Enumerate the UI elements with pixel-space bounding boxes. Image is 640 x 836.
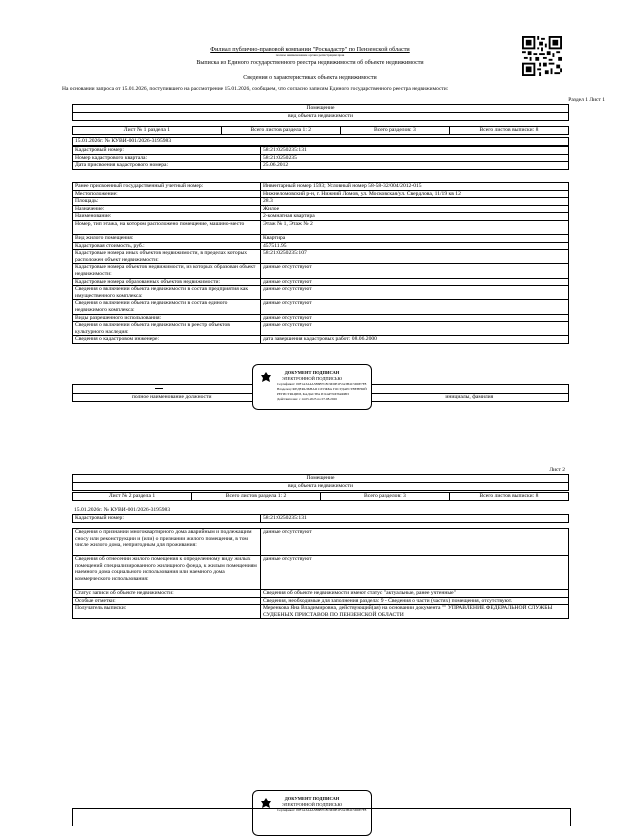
characteristic-field-label: Площадь: xyxy=(73,198,261,206)
sheet-number: Лист № 1 раздела 1 xyxy=(73,127,222,135)
object-type-sub: вид объекта недвижимости xyxy=(73,113,569,121)
page2-field-value: Меренкова Яна Владимировна, действующий(ая) на основании документа "" УПРАВЛЕНИЕ ФЕДЕРАЛЬНОЙ СЛУЖБЫ СУДЕБНЫХ ПРИСТАВОВ ПО ПЕНЗЕНСКОЙ ОБЛАСТИ xyxy=(261,605,569,619)
e-signature-stamp xyxy=(252,364,372,410)
characteristic-field-label: Местоположение: xyxy=(73,190,261,198)
qr-code xyxy=(522,36,562,76)
identity-field-label: Номер кадастрового квартала: xyxy=(73,154,261,162)
page2-field-row xyxy=(73,605,569,619)
stamp2-title: ДОКУМЕНТ ПОДПИСАН xyxy=(284,796,340,801)
characteristic-field-value: 28.3 xyxy=(261,198,569,206)
page2-field-label: Получатель выписки: xyxy=(73,605,261,619)
stamp-owner: Владелец: ФЕДЕРАЛЬНАЯ СЛУЖБА ГОСУДАРСТВЕННОЙ xyxy=(277,387,367,391)
characteristic-field-value: 2-комнатная квартира xyxy=(261,213,569,221)
identity-field-value: 58:21:0250235 xyxy=(261,154,569,162)
characteristic-field-row xyxy=(73,336,569,344)
page2-cadastral-value: 58:21:0250235:131 xyxy=(261,515,569,523)
page2-cadastral-label: Кадастровый номер: xyxy=(73,515,261,523)
initials-label: инициалы, фамилия xyxy=(370,394,568,402)
characteristic-field-row xyxy=(73,314,569,322)
characteristic-field-label: Сведения о кадастровом инженере: xyxy=(73,336,261,344)
characteristic-field-value: дата завершения кадастровых работ: 08.06.2000 xyxy=(261,336,569,344)
org-name: Филиал публично-правовой компании "Роскадастр" по Пензенской области xyxy=(210,46,410,53)
page2-extract-sheets-total: Всего листов выписки: 8 xyxy=(449,493,568,501)
characteristic-field-row xyxy=(73,264,569,278)
stamp-cert: Сертификат: 00F1A3A4A5B6B7C8C9D0E1F2A3B4C5D6E7F8 xyxy=(277,382,367,386)
section-sheet-label: Раздел 1 Лист 1 xyxy=(568,97,605,103)
page2-object-header xyxy=(72,474,569,491)
characteristics-block xyxy=(72,182,569,344)
page2-field-value: данные отсутствуют xyxy=(261,529,569,556)
signature-dash-icon xyxy=(155,388,163,389)
characteristic-field-row xyxy=(73,183,569,191)
stamp2-title-2: ЭЛЕКТРОННОЙ ПОДПИСЬЮ xyxy=(281,802,343,807)
page2-field-row xyxy=(73,529,569,556)
characteristic-field-value: Этаж № 1, Этаж № 2 xyxy=(261,220,569,234)
sheet-info-table xyxy=(72,126,569,135)
characteristic-field-row xyxy=(73,190,569,198)
sections-total: Всего разделов: 3 xyxy=(340,127,449,135)
page2-field-value: Сведения, необходимые для заполнения раздела: 9 - Сведения о части (частях) помещения, отсутствуют. xyxy=(261,597,569,605)
page2-sheet-info xyxy=(72,492,569,501)
characteristic-field-value: Жилое xyxy=(261,205,569,213)
stamp-owner-2: РЕГИСТРАЦИИ, КАДАСТРА И КАРТОГРАФИИ xyxy=(277,392,349,396)
identity-field-value: 58:21:0250235:131 xyxy=(261,147,569,155)
characteristic-field-row xyxy=(73,198,569,206)
page2-section-sheets-total: Всего листов раздела 1: 2 xyxy=(192,493,321,501)
identity-block xyxy=(72,146,569,170)
characteristic-field-label: Сведения о включении объекта недвижимости в состав единого недвижимого комплекса: xyxy=(73,300,261,314)
page2-document-number: 15.01.2026г. № КУВИ-001/2026-3195983 xyxy=(74,507,171,513)
page2-field-row xyxy=(73,597,569,605)
characteristic-field-value: Квартира xyxy=(261,234,569,242)
characteristic-field-row xyxy=(73,250,569,264)
characteristic-field-label: Наименование: xyxy=(73,213,261,221)
extract-sheets-total: Всего листов выписки: 8 xyxy=(449,127,568,135)
characteristic-field-label: Ранее присвоенный государственный учетный номер: xyxy=(73,183,261,191)
identity-field-row xyxy=(73,162,569,170)
object-type: Помещение xyxy=(73,105,569,113)
characteristic-field-value: данные отсутствуют xyxy=(261,314,569,322)
identity-field-value: 25.06.2012 xyxy=(261,162,569,170)
extract-title: Выписка из Единого государственного реестра недвижимости об объекте недвижимости xyxy=(196,60,424,66)
characteristic-field-row xyxy=(73,242,569,250)
org-subtitle: полное наименование органа регистрации прав xyxy=(275,53,345,57)
doc-number-table xyxy=(72,137,569,146)
section-title: Сведения о характеристиках объекта недвижимости xyxy=(243,75,377,81)
stamp-valid: Действителен: с 14.05.2025 по 07.08.2026 xyxy=(277,397,337,401)
characteristic-field-label: Кадастровые номера иных объектов недвижимости, в пределах которых расположен объект недвижимости: xyxy=(73,250,261,264)
page2-field-label: Особые отметки: xyxy=(73,597,261,605)
characteristic-field-value: данные отсутствуют xyxy=(261,286,569,300)
position-label: полное наименование должности xyxy=(73,394,271,402)
identity-field-label: Кадастровый номер: xyxy=(73,147,261,155)
characteristic-field-label: Вид жилого помещения: xyxy=(73,234,261,242)
page2-field-label: Сведения о признании многоквартирного дома аварийным и подлежащим сносу или реконструкции и (или) о признании жилого помещения, в том числе жилого дома, непригодным для проживания: xyxy=(73,529,261,556)
characteristic-field-label: Кадастровая стоимость, руб.: xyxy=(73,242,261,250)
characteristic-field-row xyxy=(73,278,569,286)
section-sheets-total: Всего листов раздела 1: 2 xyxy=(221,127,340,135)
characteristic-field-label: Кадастровые номера объектов недвижимости, из которых образован объект недвижимости: xyxy=(73,264,261,278)
identity-field-row xyxy=(73,147,569,155)
stamp-title: ДОКУМЕНТ ПОДПИСАН xyxy=(284,370,340,375)
characteristic-field-row xyxy=(73,234,569,242)
page2-field-row xyxy=(73,590,569,598)
characteristic-field-row xyxy=(73,205,569,213)
characteristic-field-value: данные отсутствуют xyxy=(261,300,569,314)
characteristic-field-row xyxy=(73,300,569,314)
characteristic-field-row xyxy=(73,322,569,336)
characteristic-field-label: Номер, тип этажа, на котором расположено помещение, машино-место xyxy=(73,220,261,234)
characteristic-field-label: Сведения о включении объекта недвижимости в реестр объектов культурного наследия: xyxy=(73,322,261,336)
page2-field-row xyxy=(73,556,569,590)
page2-field-value: Сведения об объекте недвижимости имеют статус "актуальные, ранее учтенные" xyxy=(261,590,569,598)
page2-sheet-number: Лист № 2 раздела 1 xyxy=(73,493,192,501)
stamp2-cert: Сертификат: 00F1A3A4A5B6B7C8C9D0E1F2A3B4C5D6E7F8 xyxy=(277,808,367,812)
stamp-title-2: ЭЛЕКТРОННОЙ ПОДПИСЬЮ xyxy=(281,376,343,381)
request-line: На основании запроса от 15.01.2026, поступившего на рассмотрение 15.01.2026, сообщаем, что согласно записям Единого государственного реестра недвижимости: xyxy=(62,86,449,92)
characteristic-field-label: Сведения о включении объекта недвижимости в состав предприятия как имущественного комплекса: xyxy=(73,286,261,300)
page2-bottom-frame xyxy=(72,808,571,826)
page2-sections-total: Всего разделов: 3 xyxy=(320,493,449,501)
characteristic-field-value: 457511.95 xyxy=(261,242,569,250)
characteristic-field-row xyxy=(73,286,569,300)
page2-field-label: Сведения об отнесении жилого помещения к определенному виду жилых помещений специализированного жилищного фонда, к жилым помещениям наемного дома социального использования или наемного дома коммерческого использования: xyxy=(73,556,261,590)
characteristic-field-row xyxy=(73,213,569,221)
characteristic-field-value: данные отсутствуют xyxy=(261,322,569,336)
page2-details-table xyxy=(72,528,569,619)
characteristic-field-label: Кадастровые номера образованных объектов недвижимости: xyxy=(73,278,261,286)
document-number: 15.01.2026г. № КУВИ-001/2026-3195983 xyxy=(73,138,569,146)
identity-field-row xyxy=(73,154,569,162)
page2-sheet-label: Лист 2 xyxy=(549,467,565,473)
characteristic-field-label: Виды разрешенного использования: xyxy=(73,314,261,322)
page2-cadastral-table xyxy=(72,514,569,523)
object-header-table xyxy=(72,104,569,121)
characteristic-field-value: Нижнеломовский р-н, г. Нижний Ломов, ул. Московская/ул. Свердлова, 11/19 кв 12 xyxy=(261,190,569,198)
characteristic-field-value: данные отсутствуют xyxy=(261,264,569,278)
characteristic-field-value: Инвентарный номер 1593; Условный номер 58-58-32/004/2012-015 xyxy=(261,183,569,191)
identity-field-label: Дата присвоения кадастрового номера: xyxy=(73,162,261,170)
page2-object-type: Помещение xyxy=(73,475,569,483)
page2-field-label: Статус записи об объекте недвижимости: xyxy=(73,590,261,598)
page2-field-value: данные отсутствуют xyxy=(261,556,569,590)
characteristic-field-value: данные отсутствуют xyxy=(261,278,569,286)
characteristic-field-label: Назначение: xyxy=(73,205,261,213)
characteristic-field-row xyxy=(73,220,569,234)
page2-object-type-sub: вид объекта недвижимости xyxy=(73,483,569,491)
characteristic-field-value: 58:21:0250235:107 xyxy=(261,250,569,264)
